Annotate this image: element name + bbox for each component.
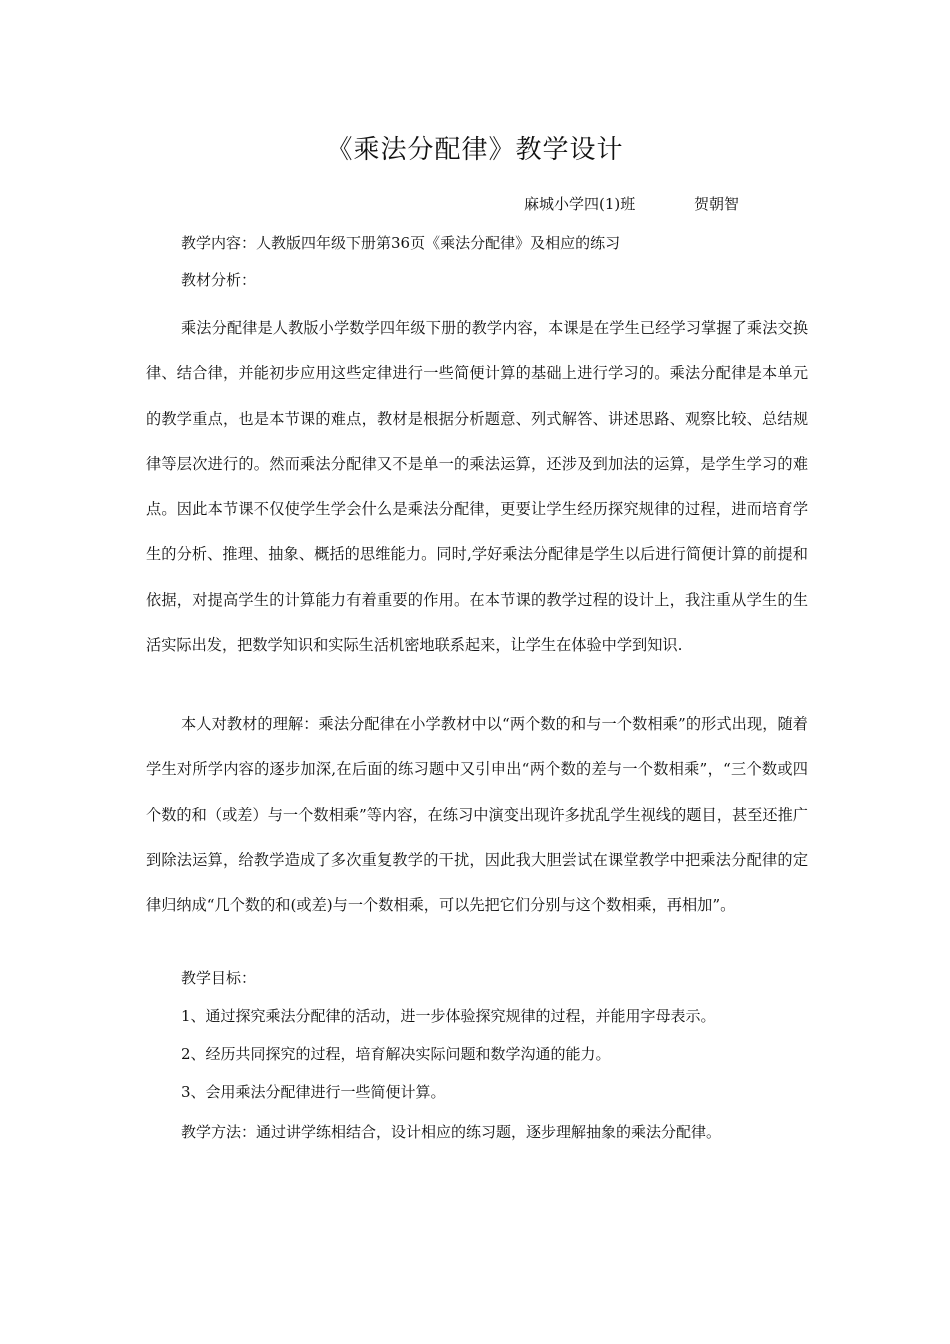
- teaching-method: 教学方法：通过讲学练相结合，设计相应的练习题，逐步理解抽象的乘法分配律。: [181, 1123, 722, 1141]
- objectives-heading: 教学目标：: [181, 969, 257, 987]
- author-name: 贺朝智: [694, 195, 740, 213]
- objective-item-1: 1、通过探究乘法分配律的活动，进一步体验探究规律的过程，并能用字母表示。: [181, 1007, 716, 1025]
- author-line: [524, 192, 739, 216]
- analysis-paragraph-1: 乘法分配律是人教版小学数学四年级下册的教学内容，本课是在学生已经学习掌握了乘法交换律、结合律，并能初步应用这些定律进行一些简便计算的基础上进行学习的。乘法分配律是本单元的教学重点，也是本节课的难点，教材是根据分析题意、列式解答、讲述思路、观察比较、总结规律等层次进行的。然而乘法分配律又不是单一的乘法运算，还涉及到加法的运算，是学生学习的难点。因此本节课不仅使学生学会什么是乘法分配律，更要让学生经历探究规律的过程，进而培育学生的分析、推理、抽象、概括的思维能力。同时,学好乘法分配律是学生以后进行简便计算的前提和依据，对提高学生的计算能力有着重要的作用。在本节课的教学过程的设计上，我注重从学生的生活实际出发，把数学知识和实际生活机密地联系起来，让学生在体验中学到知识.: [146, 319, 808, 655]
- analysis-paragraph-2: 本人对教材的理解：乘法分配律在小学教材中以“两个数的和与一个数相乘”的形式出现，随着学生对所学内容的逐步加深,在后面的练习题中又引申出“两个数的差与一个数相乘”，“三个数或四个数的和（或差）与一个数相乘”等内容，在练习中演变出现许多扰乱学生视线的题目，甚至还推广到除法运算，给教学造成了多次重复教学的干扰，因此我大胆尝试在课堂教学中把乘法分配律的定律归纳成“几个数的和(或差)与一个数相乘，可以先把它们分别与这个数相乘，再相加”。: [146, 715, 808, 915]
- objective-item-3: 3、会用乘法分配律进行一些简便计算。: [181, 1083, 446, 1101]
- material-analysis-heading: 教材分析：: [181, 271, 257, 289]
- teaching-content: 教学内容：人教版四年级下册第36页《乘法分配律》及相应的练习: [181, 234, 621, 252]
- objective-item-2: 2、经历共同探究的过程，培育解决实际问题和数学沟通的能力。: [181, 1045, 611, 1063]
- author-school: 麻城小学四(1)班: [524, 195, 636, 213]
- document-title: 《乘法分配律》教学设计: [326, 135, 624, 165]
